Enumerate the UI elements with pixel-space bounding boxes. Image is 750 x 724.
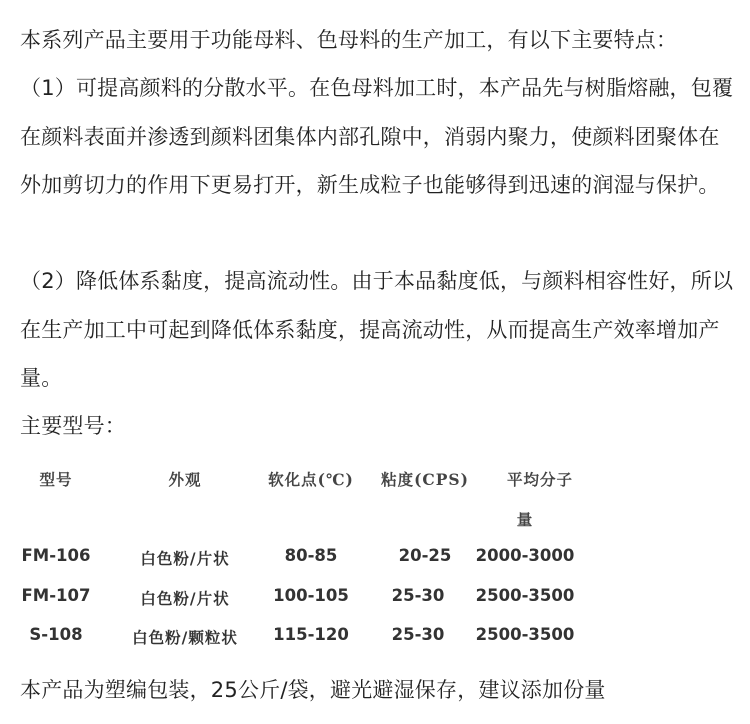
- cell-mw: 2500-3500: [475, 625, 575, 644]
- cell-model: S-108: [29, 625, 83, 644]
- intro-text: 本系列产品主要用于功能母料、色母料的生产加工，有以下主要特点：: [20, 28, 678, 52]
- header-model: 型号: [39, 470, 73, 489]
- cell-viscosity: 25-30: [391, 586, 445, 605]
- cell-mw: 2500-3500: [475, 586, 575, 605]
- cell-softening: 100-105: [273, 586, 349, 605]
- models-heading: 主要型号：: [20, 414, 126, 438]
- header-mw-line1: 平均分子: [506, 470, 574, 489]
- header-viscosity: 粘度(CPS): [381, 470, 469, 489]
- cell-viscosity: 25-30: [391, 625, 445, 644]
- cell-appearance: 白色粉/片状: [140, 589, 230, 608]
- cell-softening: 115-120: [273, 625, 349, 644]
- cell-appearance: 白色粉/片状: [140, 549, 230, 568]
- footer-text: 本产品为塑编包装，25公斤/袋，避光避湿保存，建议添加份量: [20, 678, 606, 702]
- feature-2-text: （2）降低体系黏度，提高流动性。由于本品黏度低，与颜料相容性好，所以在生产加工中可起到降低体系黏度，提高流动性，从而提高生产效率增加产量。: [20, 269, 734, 390]
- feature-1-text: （1）可提高颜料的分散水平。在色母料加工时，本产品先与树脂熔融，包覆在颜料表面并渗透到颜料团集体内部孔隙中，消弱内聚力，使颜料团聚体在外加剪切力的作用下更易打开，新生成粒子也能够得到迅速的润湿与保护。: [20, 76, 734, 197]
- cell-mw: 2000-3000: [475, 546, 575, 565]
- cell-viscosity: 20-25: [398, 546, 452, 565]
- cell-model: FM-107: [21, 586, 91, 605]
- cell-appearance: 白色粉/颗粒状: [132, 628, 238, 647]
- cell-model: FM-106: [21, 546, 91, 565]
- cell-softening: 80-85: [284, 546, 338, 565]
- header-mw-line2: 量: [516, 510, 534, 529]
- header-softening-point: 软化点(℃): [268, 470, 354, 489]
- header-appearance: 外观: [168, 470, 202, 489]
